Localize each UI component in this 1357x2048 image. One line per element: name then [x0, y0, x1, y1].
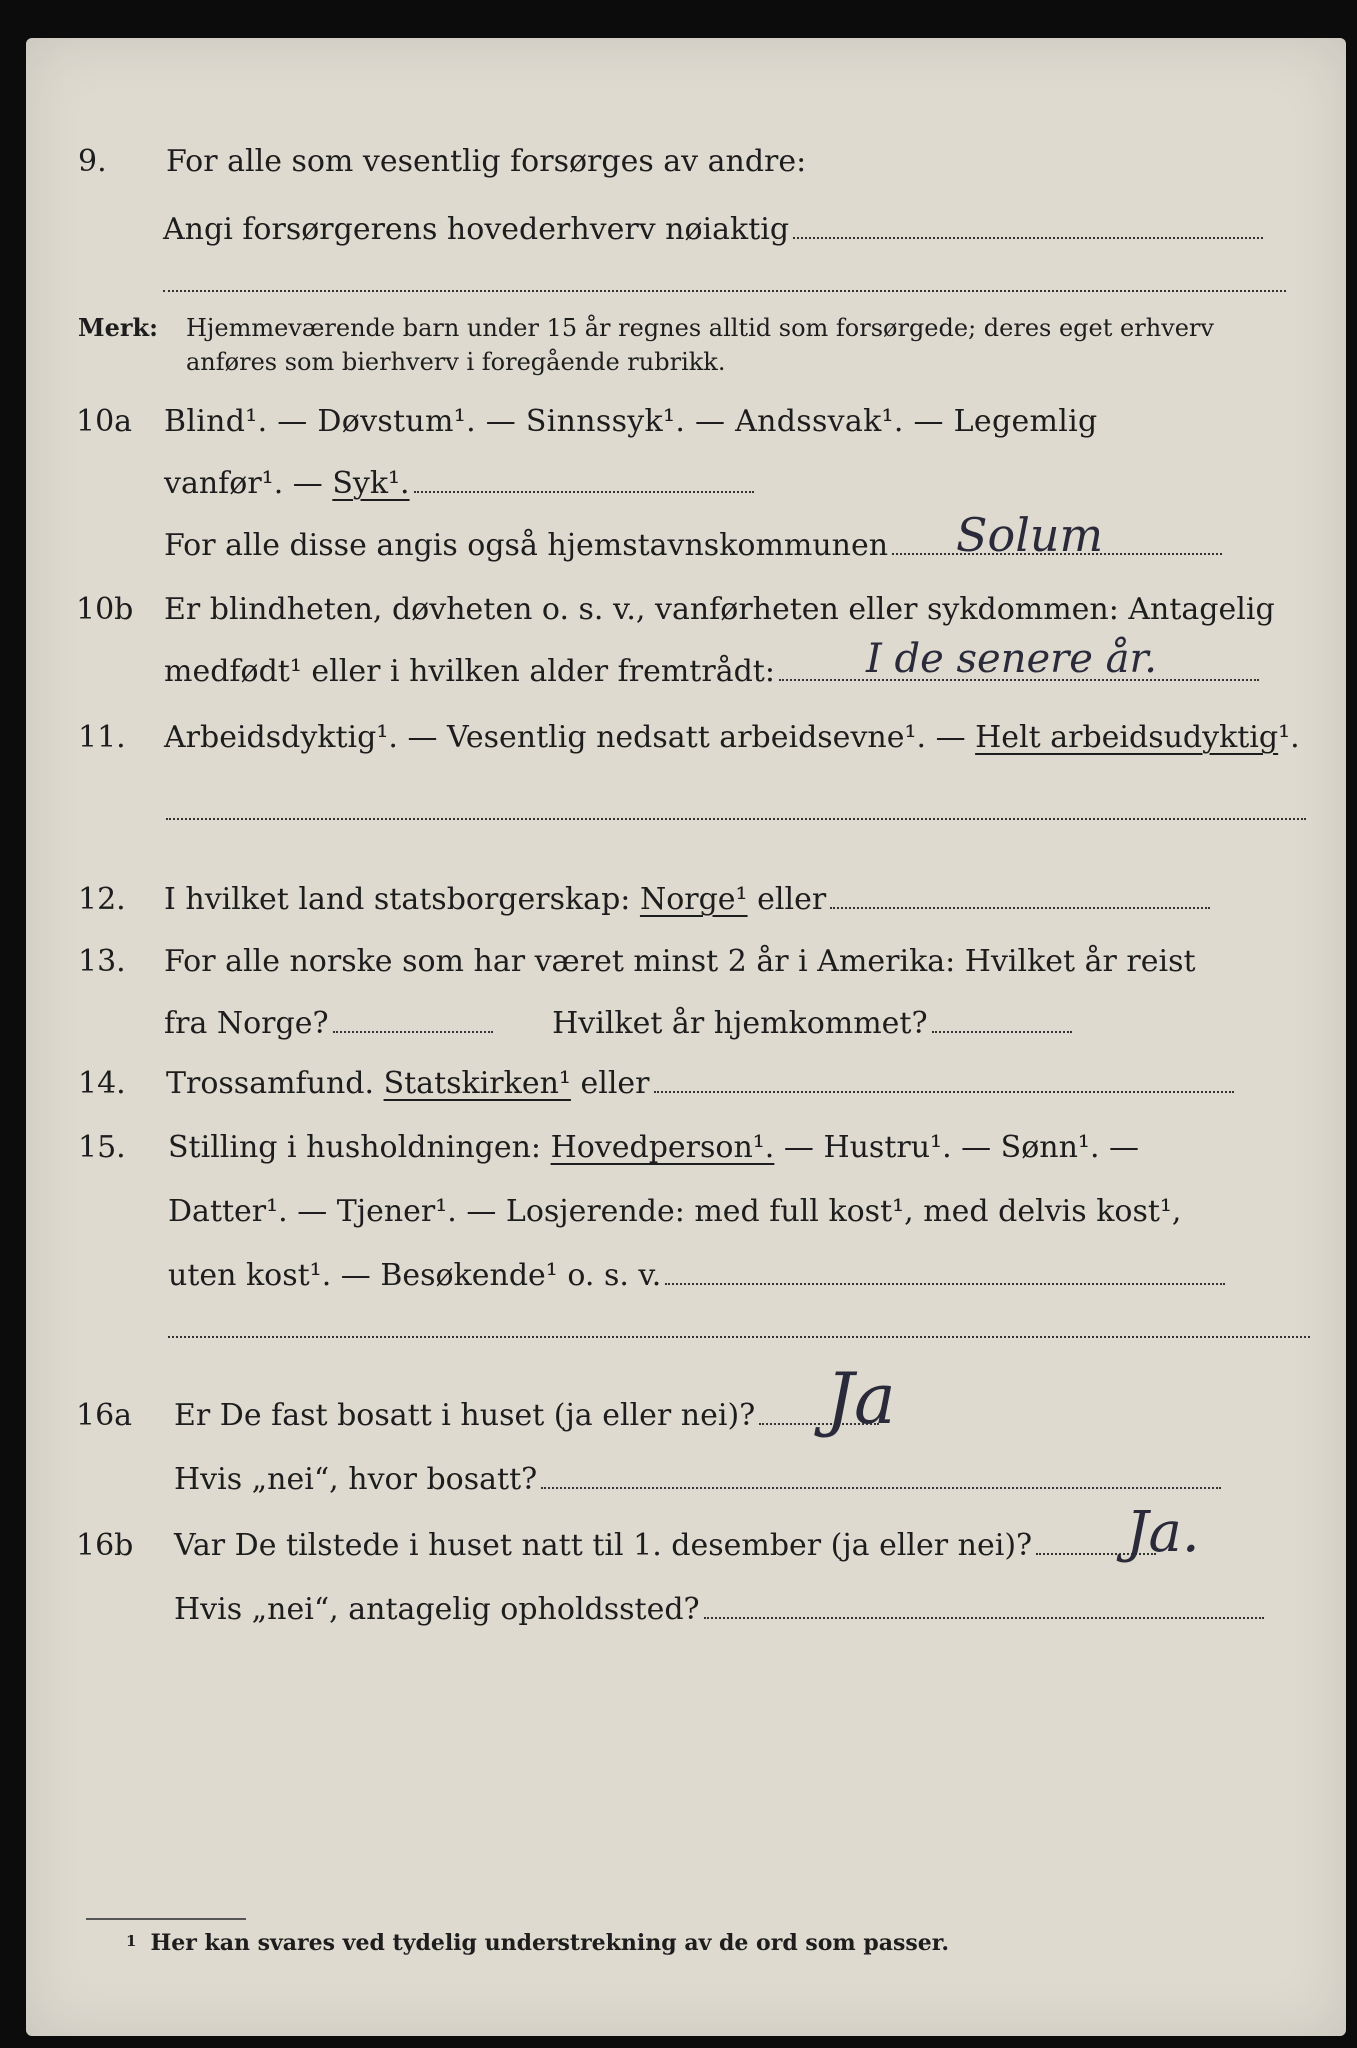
q14-prefix: Trossamfund. — [166, 1066, 375, 1101]
q11-row — [26, 714, 1346, 764]
q13-line-2a: fra Norge? — [164, 1006, 329, 1041]
q10b-row-1 — [26, 586, 1346, 636]
q14-suffix: eller — [580, 1066, 650, 1101]
q11-underlined: Helt arbeidsudyktig — [975, 720, 1279, 755]
q13-row-1 — [26, 938, 1346, 988]
q16a-bosatt-answer-line[interactable] — [541, 1457, 1221, 1489]
q16b-handwritten-answer: Ja. — [1126, 1500, 1200, 1565]
q10a-row-1 — [26, 398, 1346, 448]
q9-row-1 — [26, 138, 1346, 188]
q10a-handwritten-answer: Solum — [956, 508, 1104, 562]
merk-line-1: Hjemmeværende barn under 15 år regnes alltid som forsørgede; deres eget erhverv — [186, 314, 1214, 342]
q9-line-1: For alle som vesentlig forsørges av andre: — [166, 144, 807, 179]
q10a-syk-answer-line[interactable] — [414, 461, 754, 493]
q16b-opholdssted-answer-line[interactable] — [704, 1587, 1264, 1619]
q15-row-2 — [26, 1188, 1346, 1238]
q10a-row-2 — [26, 460, 1346, 510]
q12-suffix: eller — [757, 882, 827, 917]
census-form-page — [26, 38, 1346, 2036]
q9-line-2: Angi forsørgerens hovederhverv nøiaktig — [163, 212, 790, 247]
q15-answer-line[interactable] — [665, 1253, 1225, 1285]
merk-label: Merk: — [78, 313, 158, 342]
q16b-line-1: Var De tilstede i huset natt til 1. desember (ja eller nei)? — [174, 1528, 1033, 1563]
q11-suffix: ¹. — [1278, 720, 1300, 755]
q16a-row-2 — [26, 1456, 1346, 1506]
q12-underlined: Norge¹ — [639, 882, 748, 917]
q10a-line-1: Blind¹. — Døvstum¹. — Sinnssyk¹. — Andssvak¹. — Legemlig — [164, 404, 1098, 439]
q15-row-3 — [26, 1252, 1346, 1302]
q10a-line-2-prefix: vanfør¹. — — [164, 466, 323, 501]
q10b-handwritten-answer: I de senere år. — [866, 636, 1157, 682]
q13-line-2b: Hvilket år hjemkommet? — [552, 1006, 928, 1041]
q14-number: 14. — [78, 1066, 126, 1101]
q15-line-1-suffix: — Hustru¹. — Sønn¹. — — [783, 1130, 1140, 1165]
q15-extra-answer-line[interactable] — [168, 1336, 1310, 1338]
q16b-line-2: Hvis „nei“, antagelig opholdssted? — [174, 1592, 700, 1627]
q9-row-2 — [26, 206, 1346, 256]
footnote-marker: 1 — [126, 1932, 137, 1950]
q14-row — [26, 1060, 1346, 1110]
q10a-number: 10a — [76, 404, 133, 439]
q11-prefix: Arbeidsdyktig¹. — Vesentlig nedsatt arbeidsevne¹. — — [164, 720, 966, 755]
q9-number: 9. — [78, 144, 107, 179]
footnote — [126, 1930, 949, 1956]
q10b-number: 10b — [76, 592, 134, 627]
q13-number: 13. — [78, 944, 126, 979]
q10a-syk-underlined: Syk¹. — [332, 466, 410, 501]
q12-answer-line[interactable] — [830, 877, 1210, 909]
q11-number: 11. — [78, 720, 126, 755]
q12-row — [26, 876, 1346, 926]
q16a-handwritten-answer: Ja — [826, 1358, 896, 1440]
q15-number: 15. — [78, 1130, 126, 1165]
q11-answer-line[interactable] — [166, 818, 1306, 820]
merk-row-2 — [26, 344, 1346, 394]
q14-underlined: Statskirken¹ — [383, 1066, 571, 1101]
q12-prefix: I hvilket land statsborgerskap: — [164, 882, 631, 917]
merk-line-2: anføres som bierhverv i foregående rubrikk. — [186, 348, 726, 376]
q16a-number: 16a — [76, 1398, 133, 1433]
q15-line-3: uten kost¹. — Besøkende¹ o. s. v. — [168, 1258, 662, 1293]
q9-answer-line[interactable] — [793, 207, 1263, 239]
q16a-line-1: Er De fast bosatt i huset (ja eller nei)? — [174, 1398, 756, 1433]
q15-line-2: Datter¹. — Tjener¹. — Losjerende: med full kost¹, med delvis kost¹, — [168, 1194, 1182, 1229]
q12-number: 12. — [78, 882, 126, 917]
q13-line-1: For alle norske som har været minst 2 år i Amerika: Hvilket år reist — [164, 944, 1196, 979]
q10b-line-1: Er blindheten, døvheten o. s. v., vanførheten eller sykdommen: Antagelig — [164, 592, 1275, 627]
q16a-line-2: Hvis „nei“, hvor bosatt? — [174, 1462, 538, 1497]
q15-underlined: Hovedperson¹. — [550, 1130, 775, 1165]
footnote-text: Her kan svares ved tydelig understrekning av de ord som passer. — [150, 1930, 949, 1956]
q10a-line-3: For alle disse angis også hjemstavnskommunen — [164, 528, 889, 563]
q13-hjemkommet-answer-line[interactable] — [932, 1001, 1072, 1033]
q13-row-2 — [26, 1000, 1346, 1050]
q9-extra-answer-line[interactable] — [163, 290, 1286, 292]
q16b-number: 16b — [76, 1528, 134, 1563]
q16b-row-2 — [26, 1586, 1346, 1636]
q15-line-1-prefix: Stilling i husholdningen: — [168, 1130, 542, 1165]
footnote-rule — [86, 1918, 246, 1920]
q14-answer-line[interactable] — [654, 1061, 1234, 1093]
q13-reist-answer-line[interactable] — [333, 1001, 493, 1033]
q15-row-1 — [26, 1124, 1346, 1174]
q16a-row-1 — [26, 1392, 1346, 1442]
q10a-row-3 — [26, 522, 1346, 572]
q10b-line-2: medfødt¹ eller i hvilken alder fremtrådt: — [164, 654, 775, 689]
